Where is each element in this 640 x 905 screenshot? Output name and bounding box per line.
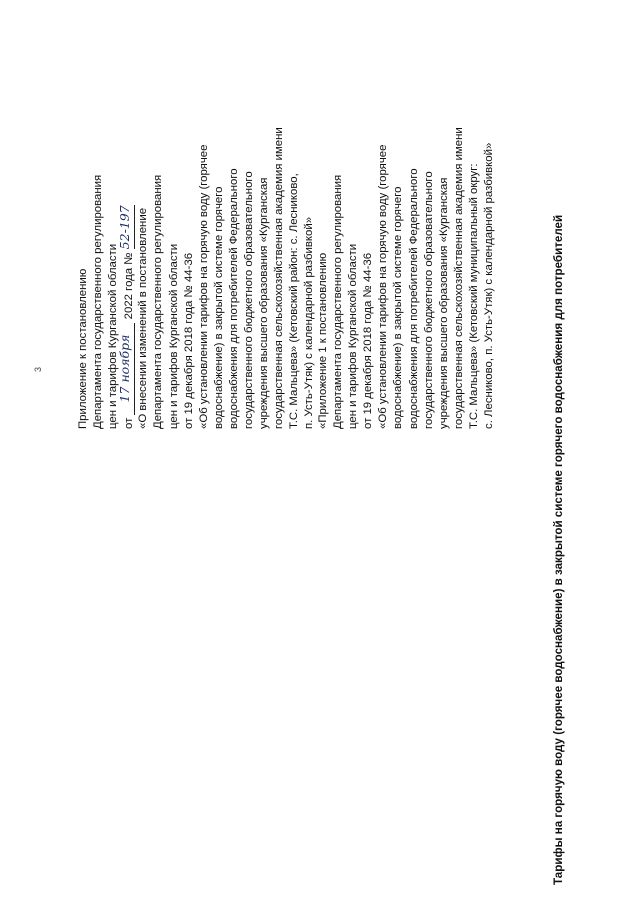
appendix-one-block: [316, 127, 497, 429]
appendix-one-line: водоснабжение) в закрытой системе горячего: [392, 186, 405, 429]
appendix-date-line: [117, 127, 136, 429]
appendix-one-line: «Приложение 1 к постановлению: [317, 252, 329, 429]
page-number: 3: [33, 366, 43, 372]
appendix-one-line: учреждения высшего образования «Курганская: [437, 177, 450, 429]
appendix-one-line: с. Лесниково, п. Усть-Утяк) с календарной разбивкой»: [483, 142, 496, 429]
appendix-line: «О внесении изменений в постановление: [137, 207, 150, 429]
appendix-line: государственного бюджетного образовательного: [243, 171, 256, 429]
appendix-line: учреждения высшего образования «Курганская: [258, 177, 271, 429]
appendix-one-line: государственного бюджетного образовательного: [422, 171, 435, 429]
appendix-one-line: от 19 декабря 2018 года № 44-36: [362, 252, 375, 429]
appendix-line: Департамента государственного регулирования: [152, 174, 165, 429]
appendix-heading: Приложение к постановлению: [77, 268, 89, 429]
appendix-line: от 19 декабря 2018 года № 44-36: [182, 252, 195, 429]
appendix-one-line: Департамента государственного регулирования: [332, 174, 345, 429]
date-year: 2022 года №: [123, 252, 136, 320]
document-number-field: [117, 205, 135, 250]
appendix-header-block: [76, 127, 318, 429]
appendix-line: водоснабжения для потребителей Федерального: [227, 168, 240, 429]
appendix-line: п. Усть-Утяк) с календарной разбивкой»: [303, 216, 316, 429]
handwritten-number: 52-197: [117, 205, 133, 250]
table-title: Тарифы на горячую воду (горячее водоснабжение) в закрытой системе горячего водоснабжения для потребителей: [552, 214, 565, 885]
appendix-one-line: «Об установлении тарифов на горячую воду (горячее: [377, 144, 390, 429]
appendix-line: цен и тарифов Курганской области: [107, 243, 120, 429]
appendix-one-line: водоснабжения для потребителей Федерального: [407, 168, 420, 429]
appendix-line: Департамента государственного регулирования: [92, 174, 105, 429]
appendix-one-line: Т.С. Мальцева» (Кетовский муниципальный округ:: [467, 163, 480, 429]
handwritten-date: 17 ноября: [117, 334, 133, 403]
date-day-month-field: [117, 323, 135, 415]
appendix-one-line: цен и тарифов Курганской области: [347, 243, 360, 429]
appendix-line: Т.С. Мальцева» (Кетовский район: с. Лесниково,: [288, 173, 301, 429]
appendix-line: водоснабжение) в закрытой системе горячего: [212, 186, 225, 429]
date-prefix: от: [123, 417, 136, 429]
appendix-one-line: государственная сельскохозяйственная академия имени: [452, 127, 465, 429]
appendix-line: цен и тарифов Курганской области: [167, 243, 180, 429]
appendix-line: «Об установлении тарифов на горячую воду (горячее: [197, 144, 210, 429]
appendix-line: государственная сельскохозяйственная академия имени: [273, 127, 286, 429]
